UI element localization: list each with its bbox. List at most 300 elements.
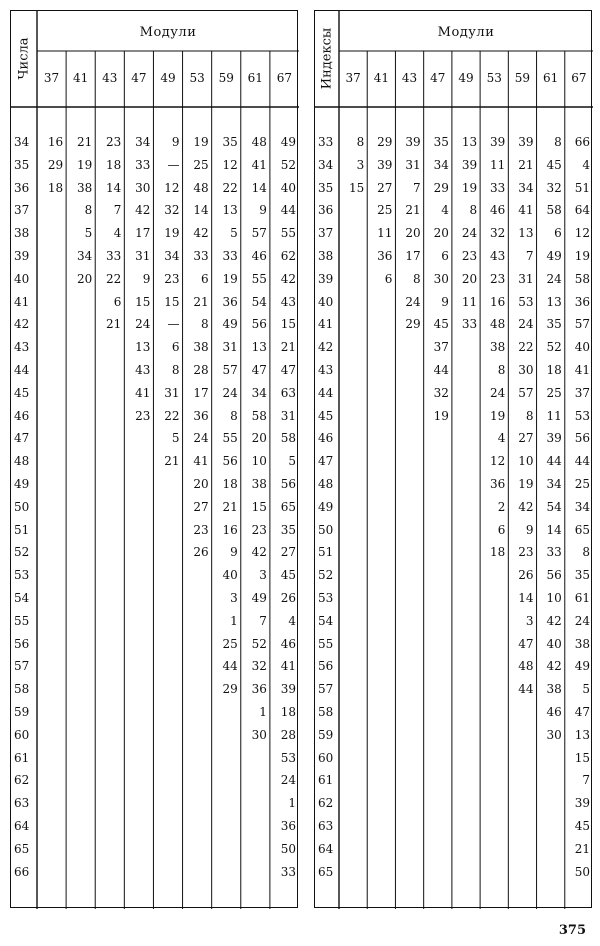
table-cell: 8 [230,408,238,423]
table-cell: 34 [546,477,562,491]
table-cell: 40 [280,180,296,195]
table-cell: 39 [518,135,534,149]
table-cell: 54 [546,499,562,514]
table-cell: 31 [518,271,534,286]
row-label: 54 [318,613,334,628]
row-label: 59 [14,705,30,719]
table-cell: 52 [251,636,267,651]
table-cell: 23 [164,271,180,286]
table-cell: 24 [490,385,506,400]
row-label: 52 [14,545,30,560]
table-cell: 5 [171,431,180,446]
table-cell: 13 [518,226,534,241]
table-cell: 47 [251,363,267,377]
row-label: 56 [14,636,30,651]
side-header: Числа [16,37,32,80]
table-cell: 43 [135,363,151,377]
table-cell: 57 [518,385,534,400]
table-cell: 58 [574,271,590,286]
row-label: 62 [318,796,334,811]
table-cell: 6 [384,271,393,286]
table-cell: 49 [251,591,267,605]
row-label: 50 [14,499,30,514]
table-cell: 1 [288,796,296,811]
row-label: 63 [14,796,30,811]
table-cell: 21 [164,454,180,469]
row-label: 53 [14,568,30,583]
row-label: 34 [318,157,334,172]
row-label: 52 [318,568,334,583]
table-cell: 36 [574,294,590,309]
row-label: 64 [318,841,334,856]
table-cell: 41 [135,385,151,400]
table-cell: 46 [251,249,267,263]
table-cell: 16 [490,294,506,309]
table-cell: 13 [461,135,478,149]
table-cell: 22 [164,408,180,423]
table-cell: 30 [251,727,267,742]
table-cell: 41 [518,203,534,218]
table-cell: 40 [546,636,562,651]
row-label: 40 [14,271,30,286]
modulus-header: 41 [73,71,89,85]
modulus-header: 59 [218,71,234,85]
table-cell: 27 [193,499,209,514]
table-cell: 47 [518,636,534,651]
table-cell: 6 [171,340,180,355]
table-cell: 56 [222,454,238,469]
table-cell: 23 [106,135,122,149]
table-cell: 10 [546,591,562,605]
table-cell: 28 [193,363,209,377]
table-cell: 28 [280,727,296,742]
table-cell: 15 [348,180,365,195]
table-cell: 35 [574,568,590,583]
table-cell: 29 [405,317,421,332]
table-cell: 48 [490,317,506,332]
table-cell: 9 [230,545,238,560]
table-cell: 57 [251,226,267,241]
row-label: 56 [318,659,334,674]
table-cell: 25 [193,157,209,172]
table-cell: 20 [193,477,209,491]
table-cell: 49 [280,135,296,149]
table-cell: 23 [193,522,209,537]
row-label: 58 [318,705,334,719]
table-cell: 33 [193,249,209,263]
table-cell: 26 [280,591,296,605]
table-cell: 21 [405,203,421,218]
table-cell: 15 [251,499,267,514]
table-cell: 19 [433,408,449,423]
table-cell: 34 [518,180,534,195]
table-cell: 53 [574,408,590,423]
table-cell: 18 [106,157,122,172]
table-cell: 7 [582,773,590,788]
table-cell: 40 [222,568,238,583]
table-cell: 23 [251,522,267,537]
table-cell: 32 [546,180,562,195]
table-cell: 39 [461,157,478,172]
table-cell: 29 [222,682,238,697]
table-cell: 52 [280,157,296,172]
row-label: 62 [14,773,30,788]
table-cell: 50 [574,864,590,879]
table-cell: 48 [193,180,209,195]
table-cell: 5 [582,682,590,697]
table-cell: 18 [490,545,506,560]
table-cell: 16 [222,522,238,537]
table-cell: 9 [441,294,449,309]
table-cell: 38 [490,340,506,355]
table-cell: 57 [222,363,238,377]
table-cell: 13 [251,340,267,355]
table-cell: 8 [582,545,590,560]
table-cell: 61 [574,591,590,605]
table-cell: 44 [574,454,590,469]
table-cell: 14 [518,591,534,605]
modulus-header: 41 [373,71,389,85]
table-cell: 5 [84,226,93,241]
table-cell: 12 [490,454,506,469]
table-cell: 9 [525,522,534,537]
modulus-header: 61 [543,71,559,85]
modulus-header: 53 [189,71,205,85]
row-label: 55 [14,613,30,628]
table-cell: 63 [280,385,296,400]
table-cell: 39 [490,135,506,149]
modulus-header: 43 [102,71,118,85]
table-cell: 56 [251,317,267,332]
table-cell: 7 [525,249,534,263]
row-label: 61 [318,773,334,788]
table-cell: 16 [47,135,64,149]
table-cell: 34 [433,157,449,172]
indices-table [314,10,592,908]
table-cell: 31 [405,157,421,172]
row-label: 57 [318,682,334,697]
table-cell: 27 [377,180,393,195]
table-cell: 45 [574,819,590,833]
table-cell: 38 [574,636,590,651]
modulus-header: 59 [514,71,531,85]
table-cell: 29 [433,180,449,195]
table-cell: 7 [113,203,122,218]
row-label: 34 [14,135,30,149]
table-cell: 9 [171,135,180,149]
modulus-header: 49 [160,71,176,85]
row-label: 37 [318,226,334,241]
table-cell: 49 [574,659,590,674]
table-cell: 34 [574,499,590,514]
table-cell: 15 [164,294,180,309]
row-label: 58 [14,682,30,697]
table-cell: 7 [413,180,421,195]
table-cell: 24 [280,773,296,788]
table-cell: 18 [47,180,64,195]
table-cell: 6 [497,522,506,537]
table-cell: 56 [280,477,296,491]
row-label: 43 [318,363,334,377]
table-cell: 38 [76,180,93,195]
table-cell: 21 [280,340,296,355]
modulus-header: 67 [571,71,587,85]
row-label: 57 [14,659,30,674]
table-cell: 41 [280,659,296,674]
table-cell: 21 [518,157,534,172]
table-cell: 36 [193,408,209,423]
table-cell: 39 [574,796,590,811]
table-cell: 45 [280,568,296,583]
table-cell: 31 [164,385,180,400]
table-cell: 8 [497,363,506,377]
page-number: 375 [558,923,586,938]
table-cell: 10 [251,454,267,469]
modulus-header: 37 [43,71,60,85]
table-cell: 8 [201,317,209,332]
table-cell: 24 [222,385,238,400]
row-label: 63 [318,819,334,833]
table-cell: 22 [222,180,238,195]
table-cell: 43 [490,249,506,263]
table-cell: 36 [377,249,393,263]
table-cell: 11 [377,226,393,241]
table-cell: 8 [525,408,534,423]
table-cell: 19 [164,226,180,241]
table-cell: 3 [230,591,238,605]
row-label: 46 [318,431,334,446]
table-cell: 34 [76,249,93,263]
table-cell: 20 [76,271,93,286]
table-cell: 25 [574,477,590,491]
table-cell: 48 [251,135,267,149]
table-cell: 56 [574,431,590,446]
table-cell: 58 [280,431,296,446]
table-cell: 19 [490,408,506,423]
table-cell: 32 [164,203,180,218]
table-cell: 15 [135,294,151,309]
table-cell: 42 [546,613,562,628]
modulus-header: 67 [276,71,293,85]
row-label: 39 [318,271,334,286]
table-cell: 19 [193,135,209,149]
table-cell: 13 [135,340,151,355]
table-cell: 32 [433,385,449,400]
table-cell: 30 [518,363,534,377]
row-label: 50 [318,522,334,537]
table-cell: 64 [574,203,590,218]
table-cell: 8 [469,203,478,218]
table-cell: 33 [222,249,238,263]
row-label: 38 [318,249,334,263]
table-cell: 44 [222,659,238,674]
row-label: 48 [318,477,334,491]
row-label: 59 [318,727,334,742]
row-label: 44 [318,385,334,400]
table-cell: 25 [377,203,393,218]
table-cell: 23 [490,271,506,286]
table-cell: 33 [461,317,478,332]
row-label: 41 [14,294,30,309]
table-cell: 19 [574,249,590,263]
table-cell: — [167,157,180,172]
table-cell: 9 [259,203,267,218]
row-label: 42 [14,317,30,332]
table-cell: 37 [433,340,449,355]
table-cell: 42 [518,499,534,514]
table-cell: 17 [135,226,151,241]
table-cell: 31 [135,249,151,263]
modulus-header: 37 [345,71,361,85]
table-cell: 41 [251,157,267,172]
table-cell: 23 [518,545,534,560]
row-label: 66 [14,864,30,879]
row-label: 54 [14,591,30,605]
table-cell: 14 [546,522,562,537]
table-cell: 44 [546,454,562,469]
table-cell: 24 [193,431,209,446]
table-cell: 21 [76,135,93,149]
table-cell: 34 [164,249,180,263]
modulus-header: 61 [247,71,263,85]
table-cell: 5 [230,226,238,241]
table-cell: 26 [193,545,209,560]
table-cell: 25 [222,636,238,651]
table-cell: 39 [377,157,393,172]
table-cell: 15 [280,317,296,332]
table-cell: 30 [546,727,562,742]
table-cell: 45 [433,317,449,332]
table-cell: 19 [76,157,93,172]
table-cell: 30 [135,180,151,195]
table-cell: 20 [251,431,267,446]
row-label: 36 [14,180,30,195]
table-cell: 6 [201,271,209,286]
table-cell: 3 [525,613,534,628]
table-cell: 24 [546,271,562,286]
table-cell: 55 [222,431,238,446]
table-cell: 21 [574,841,590,856]
table-cell: 42 [193,226,209,241]
table-cell: 18 [280,705,296,719]
table-cell: 4 [497,431,506,446]
table-cell: 8 [171,363,180,377]
table-title: Модули [139,25,197,40]
table-cell: 8 [356,135,365,149]
table-cell: 2 [497,499,506,514]
table-cell: 54 [251,294,267,309]
table-cell: 36 [490,477,506,491]
table-cell: 8 [413,271,421,286]
row-label: 47 [14,431,30,446]
modulus-header: 47 [131,71,147,85]
table-cell: 4 [441,203,449,218]
table-cell: 32 [251,659,267,674]
table-cell: 49 [222,317,238,332]
table-cell: 38 [251,477,267,491]
table-cell: 5 [288,454,296,469]
table-cell: 20 [461,271,478,286]
modulus-header: 49 [458,71,474,85]
table-cell: 42 [251,545,267,560]
table-cell: 37 [574,385,590,400]
table-cell: 33 [546,545,562,560]
table-cell: 14 [106,180,122,195]
table-cell: 36 [280,819,296,833]
row-label: 37 [14,203,30,218]
table-cell: 20 [433,226,449,241]
table-cell: 65 [574,522,590,537]
table-cell: 48 [518,659,534,674]
table-cell: 46 [546,705,562,719]
row-label: 42 [318,340,334,355]
row-label: 33 [318,135,334,149]
modulus-header: 43 [401,71,418,85]
table-cell: 43 [280,294,296,309]
table-cell: 50 [280,841,296,856]
table-cell: 17 [193,385,209,400]
table-cell: 31 [222,340,238,355]
table-cell: 52 [546,340,562,355]
table-cell: 29 [47,157,64,172]
table-cell: 19 [518,477,534,491]
table-cell: 10 [518,454,534,469]
table-cell: 1 [259,705,267,719]
row-label: 65 [14,841,30,856]
row-label: 36 [318,203,334,218]
table-cell: 55 [251,271,267,286]
row-label: 47 [318,454,334,469]
table-cell: 35 [280,522,296,537]
numbers-table [10,10,298,908]
table-cell: 42 [546,659,562,674]
table-cell: 18 [222,477,238,491]
row-label: 46 [14,408,30,423]
row-label: 65 [318,864,334,879]
table-cell: 40 [574,340,590,355]
table-cell: 11 [546,408,562,423]
table-cell: 58 [251,408,267,423]
table-cell: 39 [280,682,296,697]
table-cell: 21 [193,294,209,309]
table-cell: 51 [574,180,590,195]
table-cell: 42 [135,203,151,218]
table-cell: 23 [135,408,151,423]
row-label: 61 [14,750,30,765]
table-title: Модули [437,25,495,40]
table-cell: 38 [546,682,562,697]
row-label: 43 [14,340,30,355]
table-cell: 4 [288,613,296,628]
row-label: 60 [14,727,30,742]
table-cell: 42 [280,271,296,286]
table-cell: 33 [280,864,296,879]
table-cell: 15 [574,750,590,765]
table-cell: 22 [106,271,122,286]
table-cell: 8 [554,135,562,149]
table-cell: 34 [135,135,151,149]
table-cell: 34 [251,385,267,400]
row-label: 35 [14,157,30,172]
table-cell: 56 [546,568,562,583]
table-cell: 24 [518,317,534,332]
row-label: 40 [318,294,334,309]
table-cell: 13 [574,727,590,742]
row-label: 44 [14,363,30,377]
table-cell: 18 [546,363,562,377]
table-cell: 31 [280,408,296,423]
table-cell: 1 [230,613,238,628]
